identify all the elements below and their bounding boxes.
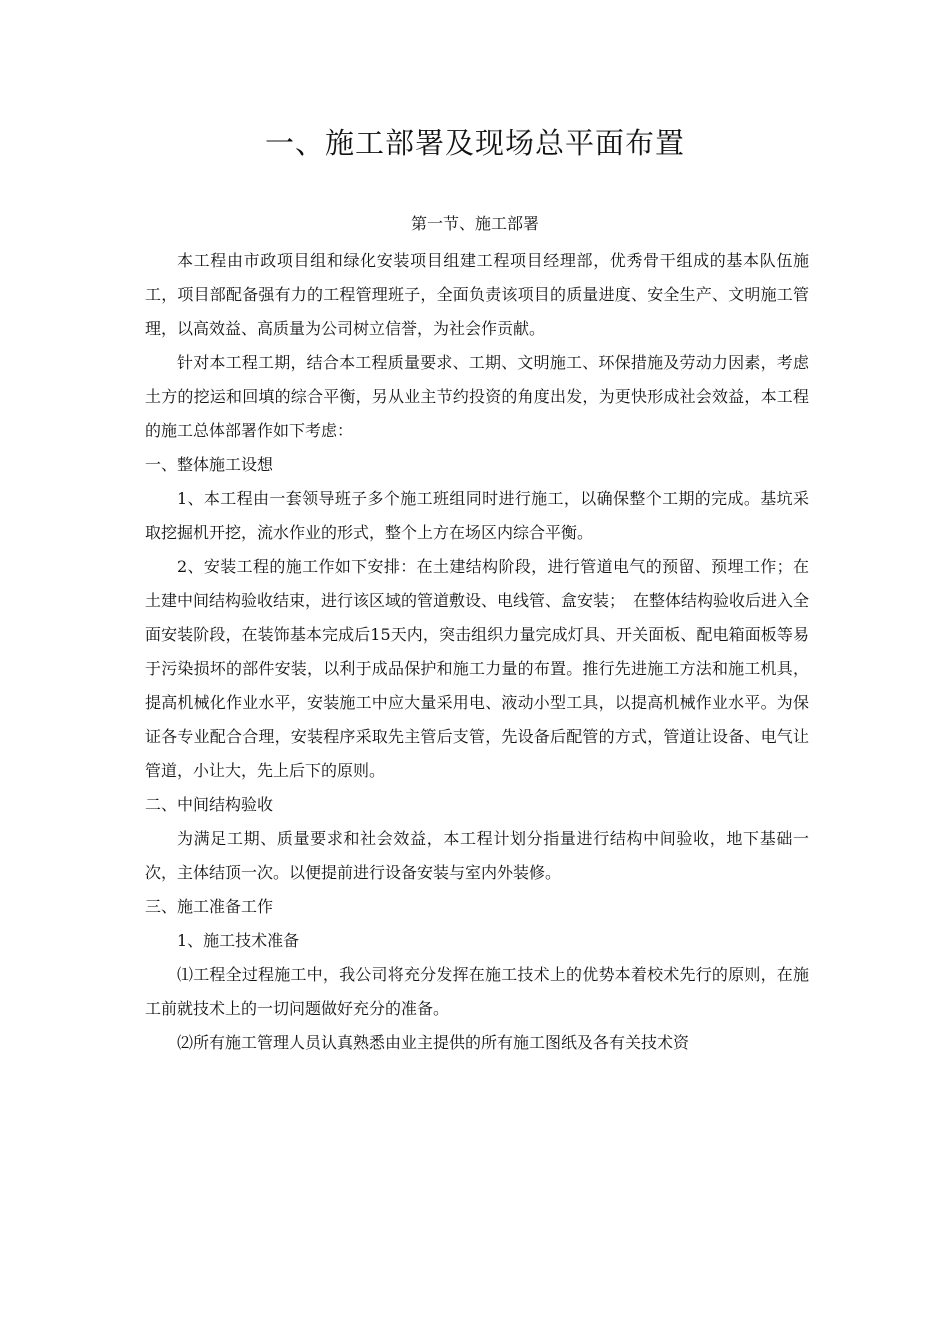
- paragraph: 本工程由市政项目组和绿化安装项目组建工程项目经理部，优秀骨干组成的基本队伍施工，项目部配备强有力的工程管理班子，全面负责该项目的质量进度、安全生产、文明施工管理，以高效益、高质量为公司树立信誉，为社会作贡献。: [145, 251, 809, 338]
- paragraph: ⑵所有施工管理人员认真熟悉由业主提供的所有施工图纸及各有关技术资: [177, 1033, 690, 1052]
- document-title: 一、施工部署及现场总平面布置: [264, 126, 685, 160]
- section-heading: 三、施工准备工作: [145, 897, 274, 916]
- subsection-heading: 1、施工技术准备: [177, 931, 300, 950]
- paragraph: 针对本工程工期，结合本工程质量要求、工期、文明施工、环保措施及劳动力因素，考虑土方的挖运和回填的综合平衡，另从业主节约投资的角度出发，为更快形成社会效益，本工程的施工总体部署作如下考虑：: [145, 353, 809, 440]
- document-body: [145, 244, 809, 1060]
- section-heading: 二、中间结构验收: [145, 795, 274, 814]
- paragraph: 为满足工期、质量要求和社会效益，本工程计划分指量进行结构中间验收，地下基础一次，主体结顶一次。以便提前进行设备安装与室内外装修。: [145, 829, 809, 882]
- section-heading: 一、整体施工设想: [145, 455, 274, 474]
- paragraph: 1、本工程由一套领导班子多个施工班组同时进行施工，以确保整个工期的完成。基坑采取挖掘机开挖，流水作业的形式，整个上方在场区内综合平衡。: [145, 489, 809, 542]
- section-title: 第一节、施工部署: [410, 214, 539, 233]
- paragraph: 2、安装工程的施工作如下安排：在土建结构阶段，进行管道电气的预留、预埋工作；在土建中间结构验收结束，进行该区域的管道敷设、电线管、盒安装； 在整体结构验收后进入全面安装阶段，在装饰基本完成后15天内，突击组织力量完成灯具、开关面板、配电箱面板等易于污染损坏的部件安装，以利于成品保护和施工力量的布置。推行先进施工方法和施工机具，提高机械化作业水平，安装施工中应大量采用电、液动小型工具，以提高机械作业水平。为保证各专业配合合理，安装程序采取先主管后支管，先设备后配管的方式，管道让设备、电气让管道，小让大，先上后下的原则。: [145, 557, 810, 780]
- paragraph: ⑴工程全过程施工中，我公司将充分发挥在施工技术上的优势本着校术先行的原则，在施工前就技术上的一切问题做好充分的准备。: [145, 965, 809, 1018]
